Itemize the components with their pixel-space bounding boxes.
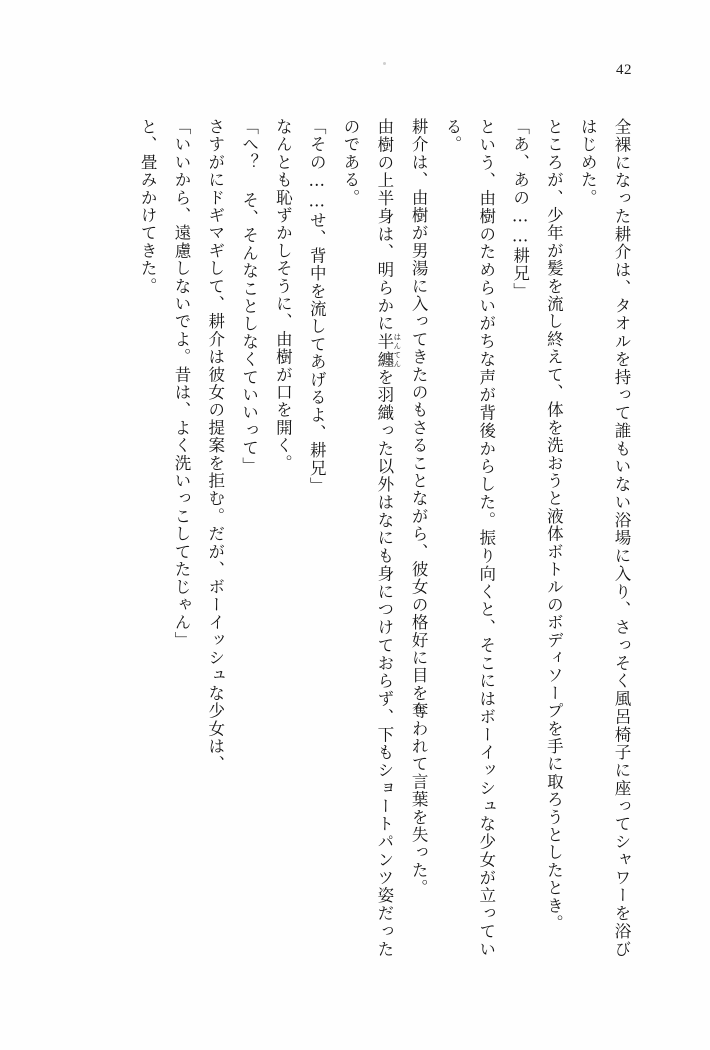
page-text-body [98, 118, 638, 958]
paragraph: という、由樹のためらいがちな声が背後からした。振り向くと、そこにはボーイッシュな少女が立っている。 [442, 118, 496, 958]
paragraph-with-ruby [333, 118, 401, 958]
paragraph-ruby-prefix: 由樹の上半身は、明らかに [374, 118, 394, 333]
paragraph: 「いいから、遠慮しないでよ。昔は、よく洗いっこしてたじゃん」 [171, 118, 191, 649]
paragraph: 「その……せ、背中を流してあげるよ、耕兄」 [307, 118, 327, 495]
paragraph: と、畳みかけてきた。 [138, 118, 158, 295]
paragraph-ruby-suffix: を羽織った以外はなにも身につけておらず、下もショートパンツ姿だったのである。 [341, 118, 394, 959]
page-number: 42 [616, 62, 632, 78]
page-speck [383, 62, 386, 65]
paragraph: 全裸になった耕介は、タオルを持って誰もいない浴場に入り、さっそく風呂椅子に座ってシャワーを浴びはじめた。 [578, 118, 631, 958]
paragraph: 「あ、あの……耕兄」 [510, 118, 530, 300]
ruby-base: 半纏 [374, 332, 394, 369]
paragraph: ところが、少年が髪を流し終えて、体を洗おうと液体ボトルのボディソープを手に取ろうとしたとき。 [544, 118, 564, 933]
paragraph: さすがにドギマギして、耕介は彼女の提案を拒む。だが、ボーイッシュな少女は、 [205, 118, 225, 773]
ruby-reading: はんてん [392, 332, 402, 369]
paragraph: 耕介は、由樹が男湯に入ってきたのもさることながら、彼女の格好に目を奪われて言葉を失った。 [409, 118, 429, 897]
ruby-hanten [374, 332, 402, 369]
paragraph: なんとも恥ずかしそうに、由樹が口を開く。 [273, 118, 293, 472]
paragraph: 「へ？ そ、そんなことしなくていいって」 [239, 118, 259, 475]
